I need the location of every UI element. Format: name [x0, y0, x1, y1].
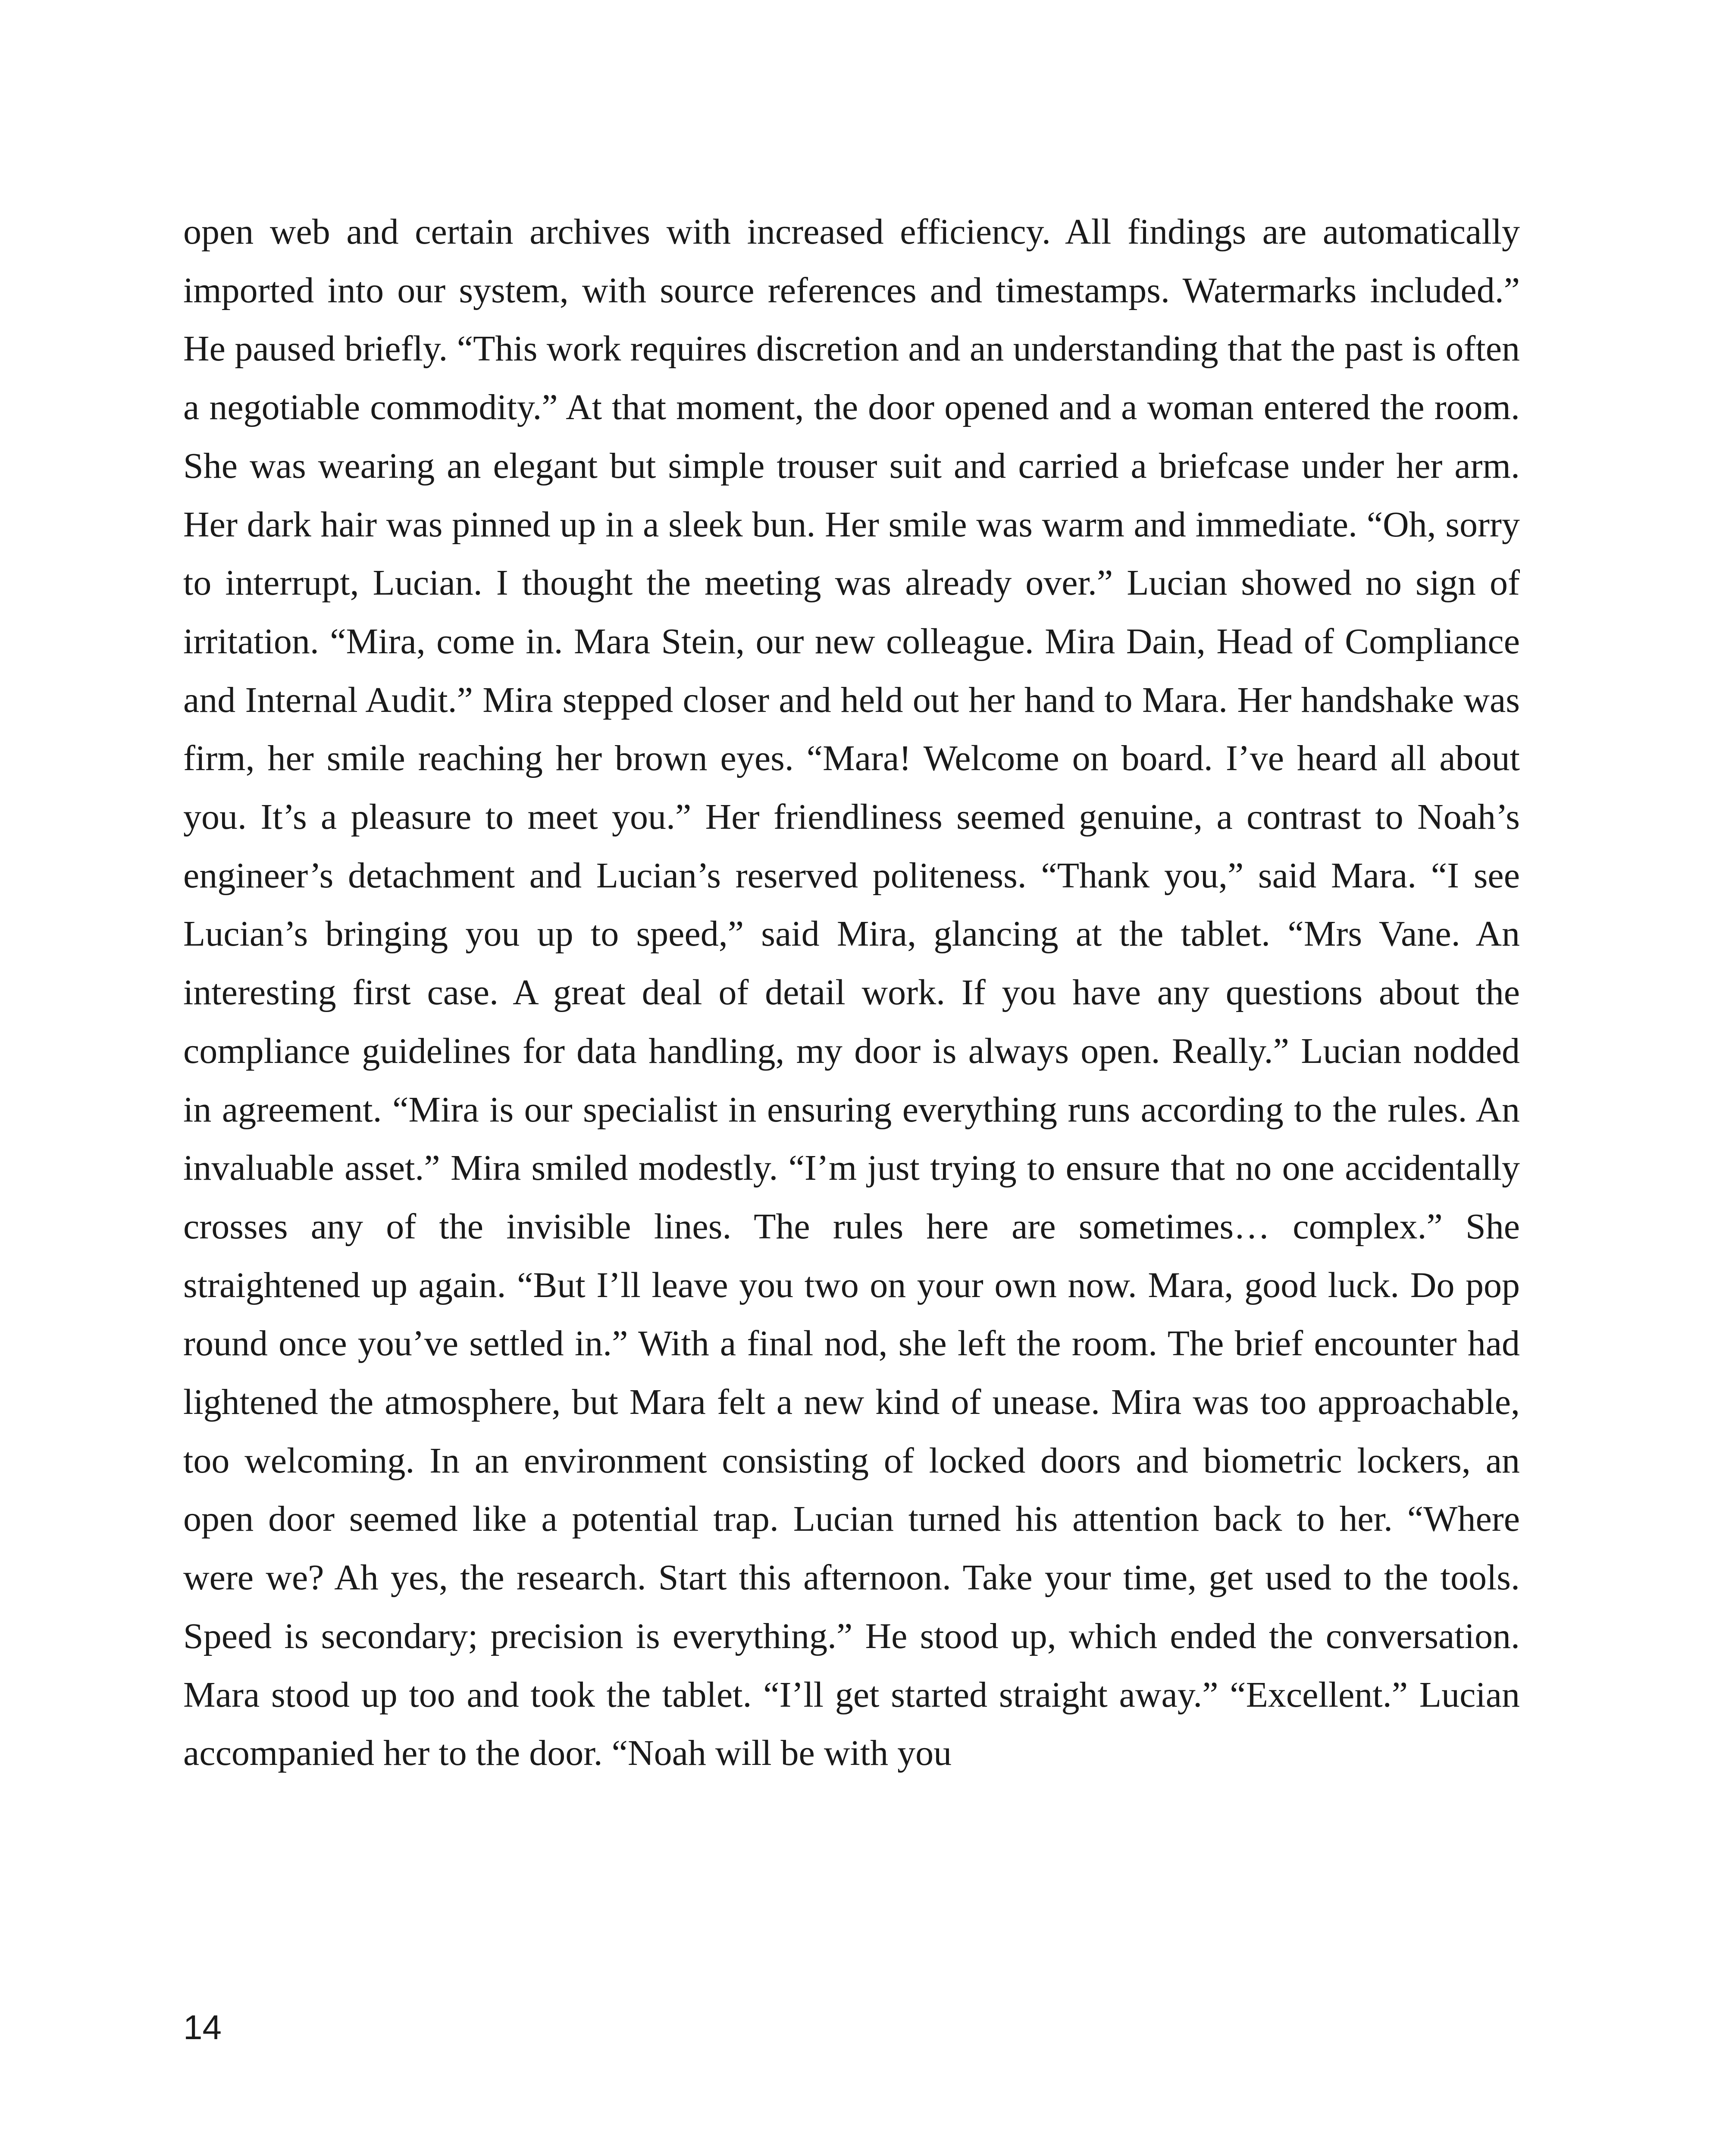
body-paragraph: open web and certain archives with increased efficiency. All findings are automatically imported into our system, with source references and timestamps. Watermarks included.” He paused briefly. “This work requires discretion and an understanding that the past is often a negotiable commodity.” At that moment, the door opened and a woman entered the room. She was wearing an elegant but simple trouser suit and carried a briefcase under her arm. Her dark hair was pinned up in a sleek bun. Her smile was warm and immediate. “Oh, sorry to interrupt, Lucian. I thought the meeting was already over.” Lucian showed no sign of irritation. “Mira, come in. Mara Stein, our new colleague. Mira Dain, Head of Compliance and Internal Audit.” Mira stepped closer and held out her hand to Mara. Her handshake was firm, her smile reaching her brown eyes. “Mara! Welcome on board. I’ve heard all about you. It’s a pleasure to meet you.” Her friendliness seemed genuine, a contrast to Noah’s engineer’s detachment and Lucian’s reserved politeness. “Thank you,” said Mara. “I see Lucian’s bringing you up to speed,” said Mira, glancing at the tablet. “Mrs Vane. An interesting first case. A great deal of detail work. If you have any questions about the compliance guidelines for data handling, my door is always open. Really.” Lucian nodded in agreement. “Mira is our specialist in ensuring everything runs according to the rules. An invaluable asset.” Mira smiled modestly. “I’m just trying to ensure that no one accidentally crosses any of the invisible lines. The rules here are sometimes… complex.” She straightened up again. “But I’ll leave you two on your own now. Mara, good luck. Do pop round once you’ve settled in.” With a final nod, she left the room. The brief encounter had lightened the atmosphere, but Mara felt a new kind of unease. Mira was too approachable, too welcoming. In an environment consisting of locked doors and biometric lockers, an open door seemed like a potential trap. Lucian turned his attention back to her. “Where were we? Ah yes, the research. Start this afternoon. Take your time, get used to the tools. Speed is secondary; precision is everything.” He stood up, which ended the conversation. Mara stood up too and took the tablet. “I’ll get started straight away.” “Excellent.” Lucian accompanied her to the door. “Noah will be with you [183, 212, 1520, 1774]
page-number: 14 [183, 2008, 222, 2046]
